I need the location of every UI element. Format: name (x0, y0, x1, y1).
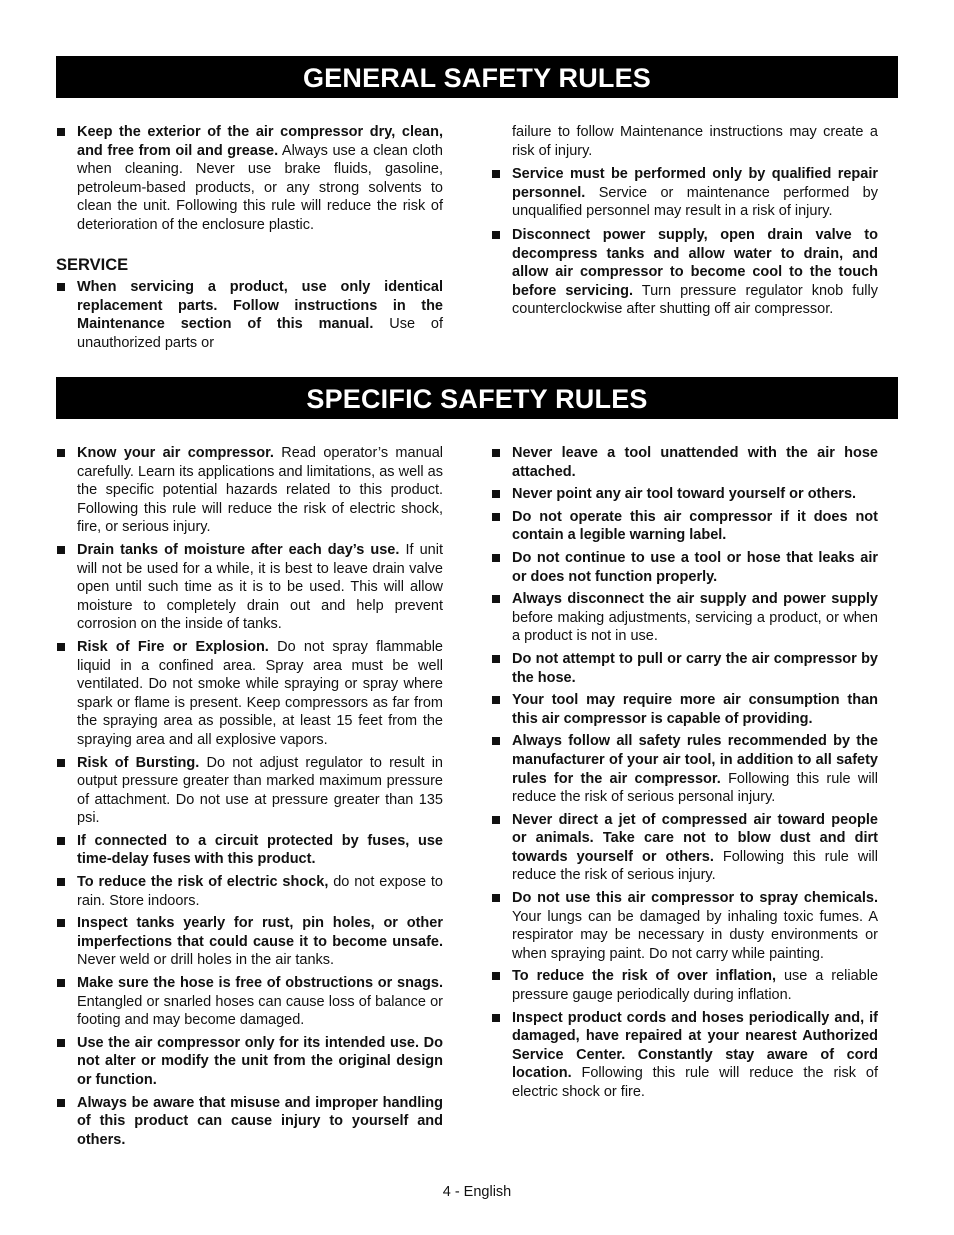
list-item (491, 485, 878, 504)
item-bold-text: To reduce the risk of over inflation, (512, 968, 777, 985)
item-text: Turn pressure regulator knob fully counterclockwise after shutting off air compressor. (512, 282, 878, 318)
list-item (56, 1094, 443, 1150)
list-item (56, 974, 443, 1030)
item-text: failure to follow Maintenance instructions may create a risk of injury. (512, 124, 878, 159)
item-bold-text: Do not operate this air compressor if it does not contain a legible warning label. (512, 508, 878, 544)
general-left-column (56, 123, 443, 353)
general-right-column (491, 123, 878, 319)
service-heading: SERVICE (56, 255, 129, 274)
list-item (491, 732, 878, 806)
item-bold-text: Make sure the hose is free of obstructions or snags. (77, 975, 443, 992)
page-footer: 4 - English (442, 1184, 512, 1200)
item-bold-text: When servicing a product, use only identical replacement parts. Follow instructions in the Maintenance section of this manual. (77, 279, 443, 333)
list-item (56, 278, 443, 352)
list-item (491, 444, 878, 481)
item-text: Do not adjust regulator to result in output pressure greater than marked maximum pressure of attachment. Do not use at pressure greater than 135 psi. (77, 754, 443, 827)
item-text: Never weld or drill holes in the air tanks. (77, 952, 335, 969)
item-bold-text: Do not continue to use a tool or hose that leaks air or does not function properly. (512, 549, 878, 585)
item-bold-text: Service must be performed only by qualified repair personnel. (512, 166, 878, 201)
specific-safety-rules-banner: SPECIFIC SAFETY RULES (56, 377, 898, 419)
item-text: Following this rule will reduce the risk of serious injury. (512, 848, 878, 884)
item-bold-text: Your tool may require more air consumption than this air compressor is capable of providing. (512, 692, 878, 727)
specific-left-column (56, 444, 443, 1153)
specific-right-column (491, 444, 878, 1106)
item-bold-text: Do not attempt to pull or carry the air compressor by the hose. (512, 650, 878, 686)
item-text: If unit will not be used for a while, it is best to leave drain valve open until such time as it is to be used. This will allow moisture to completely drain out and help prevent corrosion on the inside of tanks. (77, 541, 443, 633)
item-bold-text: Always be aware that misuse and improper handling of this product can cause injury to yourself and others. (77, 1094, 443, 1148)
item-bold-text: Do not use this air compressor to spray chemicals. (512, 890, 878, 907)
item-text: do not expose to rain. Store indoors. (77, 874, 443, 909)
item-text: Following this rule will reduce the risk of serious personal injury. (512, 770, 879, 806)
item-text: Use of unauthorized parts or (77, 316, 444, 351)
list-item (491, 549, 878, 586)
list-item (56, 873, 443, 910)
list-item (491, 165, 878, 221)
item-text: Entangled or snarled hoses can cause loss of balance or footing and may become damaged. (77, 993, 443, 1029)
general-safety-rules-banner: GENERAL SAFETY RULES (56, 56, 898, 98)
item-bold-text: Use the air compressor only for its intended use. Do not alter or modify the unit from the original design or function. (77, 1034, 443, 1088)
item-bold-text: Always follow all safety rules recommended by the manufacturer of your air tool, in addition to all safety rules for the air compressor. (512, 733, 878, 787)
item-text: before making adjustments, servicing a product, or when a product is not in use. (512, 609, 878, 645)
item-bold-text: To reduce the risk of electric shock, (77, 874, 329, 891)
item-text: Read operator’s manual carefully. Learn its applications and limitations, as well as the specific potential hazards related to this product. Following this rule will reduce the risk of electric shock, fire, or serious injury. (77, 445, 443, 536)
list-item (491, 226, 878, 319)
list-item (491, 811, 878, 885)
list-item (56, 638, 443, 750)
item-bold-text: Always disconnect the air supply and power supply (512, 591, 878, 608)
item-text: Your lungs can be damaged by inhaling toxic fumes. A respirator may be necessary in dusty environments or when spraying paint. Do not carry while painting. (512, 908, 878, 962)
list-item (56, 444, 443, 537)
list-item (491, 650, 878, 687)
item-bold-text: Drain tanks of moisture after each day’s use. (77, 541, 400, 558)
list-item (56, 1034, 443, 1090)
list-item (491, 889, 878, 963)
item-bold-text: Inspect product cords and hoses periodically and, if damaged, have repaired at your nearest Authorized Service Center. Constantly stay aware of cord location. (512, 1009, 878, 1082)
list-item (491, 590, 878, 646)
item-bold-text: Never leave a tool unattended with the air hose attached. (512, 445, 878, 480)
list-item (56, 754, 443, 828)
item-text: use a reliable pressure gauge periodically during inflation. (512, 968, 879, 1004)
item-bold-text: Inspect tanks yearly for rust, pin holes, or other imperfections that could cause it to become unsafe. (77, 915, 443, 950)
list-item (491, 691, 878, 728)
item-bold-text: Disconnect power supply, open drain valve to decompress tanks and allow water to drain, and allow air compressor to become cool to the touch before servicing. (512, 226, 878, 299)
list-item (56, 541, 443, 634)
list-item (56, 123, 443, 235)
list-item (56, 914, 443, 970)
item-bold-text: If connected to a circuit protected by fuses, use time-delay fuses with this product. (77, 832, 443, 868)
item-text: Following this rule will reduce the risk of electric shock or fire. (512, 1065, 878, 1100)
list-item (491, 1009, 878, 1102)
list-item (491, 508, 878, 545)
item-bold-text: Risk of Fire or Explosion. (77, 638, 269, 655)
item-bold-text: Keep the exterior of the air compressor dry, clean, and free from oil and grease. (77, 124, 443, 159)
list-item-continued (491, 123, 878, 160)
list-item (56, 832, 443, 869)
list-item (491, 967, 878, 1004)
item-text: Service or maintenance performed by unqualified personnel may result in a risk of injury. (512, 184, 878, 220)
item-text: Always use a clean cloth when cleaning. Never use brake fluids, gasoline, petroleum-based products, or any strong solvents to clean the unit. Following this rule will reduce the risk of deterioration of the enclosure plastic. (77, 142, 443, 233)
item-bold-text: Never direct a jet of compressed air toward people or animals. Take care not to blow dust and dirt towards yourself or others. (512, 811, 878, 865)
item-bold-text: Risk of Bursting. (77, 754, 200, 771)
item-bold-text: Know your air compressor. (77, 445, 274, 461)
item-text: Do not spray flammable liquid in a confined area. Spray area must be well ventilated. Do not smoke while spraying or spray where spark or flame is present. Keep compressors as far from the spraying area as possible, at least 15 feet from the spraying area and all explosive vapors. (77, 638, 443, 748)
item-bold-text: Never point any air tool toward yourself or others. (512, 486, 857, 503)
